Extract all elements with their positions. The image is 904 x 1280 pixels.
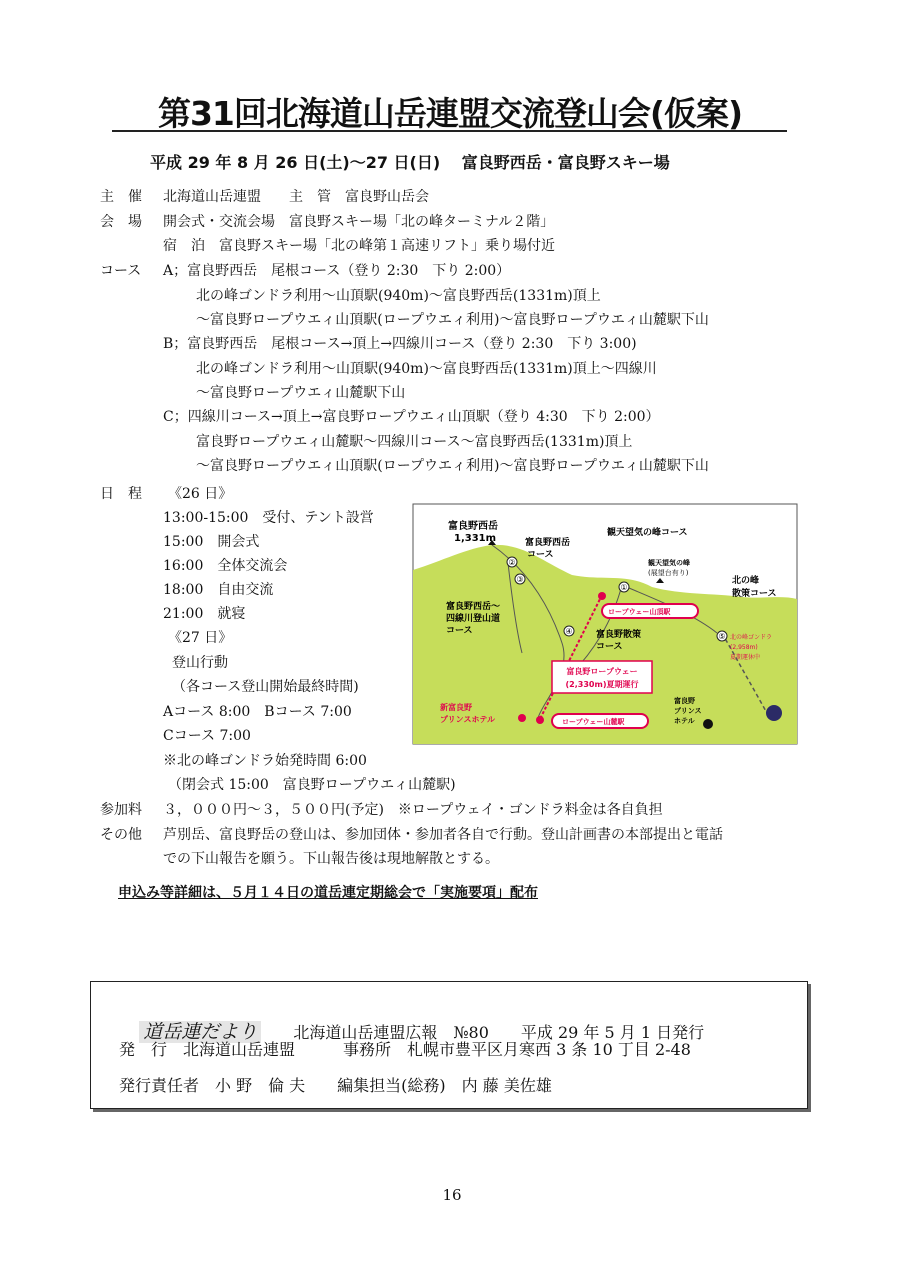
map-shisen: 富良野西岳～ xyxy=(446,602,501,612)
schedule-item: Aコース 8:00 Bコース 7:00 xyxy=(163,704,352,720)
map-furano-walk: 富良野散策 xyxy=(596,630,642,640)
map-ropeway-base: ロープウェー山麓駅 xyxy=(562,718,625,726)
schedule-item: 18:00 自由交流 xyxy=(163,582,274,598)
course-map xyxy=(412,503,798,745)
map-new-prince: プリンスホテル xyxy=(440,715,496,724)
application-notice: 申込み等詳細は、５月１４日の道岳連定期総会で「実施要項」配布 xyxy=(118,885,538,901)
marker-1-label: ① xyxy=(620,583,628,592)
schedule-item: 登山行動 xyxy=(172,655,228,671)
other-text: での下山報告を願う。下山報告後は現地解散とする。 xyxy=(163,851,499,867)
ropeway-base-dot xyxy=(536,716,544,724)
course-c-line: 富良野ロープウエィ山麓駅～四線川コース～富良野西岳(1331m)頂上 xyxy=(196,434,633,450)
map-ropeway: 富良野ロープウェー xyxy=(566,667,638,676)
venue-label: 会 場 xyxy=(100,214,142,230)
map-west-course: コース xyxy=(527,550,554,560)
course-b-line: 北の峰ゴンドラ利用～山頂駅(940m)～富良野西岳(1331m)頂上～四線川 xyxy=(196,361,657,377)
map-kitanomine: 北の峰 xyxy=(732,576,760,586)
map-new-prince: 新富良野 xyxy=(440,703,472,712)
marker-2-label: ② xyxy=(508,558,516,567)
other-label: その他 xyxy=(100,827,142,843)
gondola-base-icon xyxy=(766,705,782,721)
schedule-item: 13:00-15:00 受付、テント設営 xyxy=(163,510,374,526)
prince-hotel-dot xyxy=(703,719,713,729)
course-a-line: ～富良野ロープウエィ山頂駅(ロープウエィ利用)～富良野ロープウエィ山麓駅下山 xyxy=(196,312,709,328)
schedule-item: （閉会式 15:00 富良野ロープウエィ山麓駅) xyxy=(168,777,456,793)
course-a-heading: A；富良野西岳 尾根コース（登り 2:30 下り 2:00） xyxy=(163,263,511,279)
newsletter-editors: 発行責任者 小 野 倫 夫 編集担当(総務) 内 藤 美佐雄 xyxy=(119,1076,552,1095)
venue-text: 開会式・交流会場 富良野スキー場「北の峰ターミナル２階」 xyxy=(163,214,555,230)
map-kanten-note: (展望台有り) xyxy=(648,569,689,577)
schedule-item: 《27 日》 xyxy=(168,630,233,646)
course-b-line: ～富良野ロープウエィ山麓駅下山 xyxy=(196,385,406,401)
map-peak-name: 富良野西岳 xyxy=(448,521,498,532)
schedule-item: （各コース登山開始最終時間) xyxy=(172,679,359,695)
course-b-heading: B；富良野西岳 尾根コース→頂上→四線川コース（登り 2:30 下り 3:00) xyxy=(163,336,637,352)
other-text: 芦別岳、富良野岳の登山は、参加団体・参加者各自で行動。登山計画書の本部提出と電話 xyxy=(163,827,723,843)
schedule-label: 日 程 xyxy=(100,486,142,502)
map-kanten-course: 観天望気の峰コース xyxy=(607,528,688,538)
map-gondola: 北の峰ゴンドラ xyxy=(730,634,773,641)
course-c-line: ～富良野ロープウエィ山頂駅(ロープウエィ利用)～富良野ロープウエィ山麓駅下山 xyxy=(196,458,709,474)
page-title: 第31回北海道山岳連盟交流登山会(仮案) xyxy=(157,94,743,133)
map-peak-elev: 1,331m xyxy=(454,533,497,544)
map-kitanomine: 散策コース xyxy=(732,589,777,599)
schedule-item: Cコース 7:00 xyxy=(163,728,251,744)
schedule-item: ※北の峰ゴンドラ始発時間 6:00 xyxy=(163,753,367,769)
marker-5-label: ⑤ xyxy=(718,632,726,641)
page-number: 16 xyxy=(442,1186,462,1204)
marker-4-label: ④ xyxy=(565,627,573,636)
map-prince: 富良野 xyxy=(674,697,695,705)
map-furano-walk: コース xyxy=(596,642,623,652)
title-underline xyxy=(112,130,787,132)
lodging-text: 宿 泊 富良野スキー場「北の峰第１高速リフト」乗り場付近 xyxy=(163,238,555,254)
map-gondola: 夏期運休中 xyxy=(730,654,761,661)
newsletter-name: 道岳連だより xyxy=(139,1021,261,1043)
map-ropeway: (2,330m)夏期運行 xyxy=(565,680,639,689)
host-label: 主 催 xyxy=(100,189,142,205)
schedule-item: 21:00 就寝 xyxy=(163,606,246,622)
marker-3-label: ③ xyxy=(516,575,524,584)
ropeway-top-dot xyxy=(598,592,606,600)
newsletter-publisher: 発 行 北海道山岳連盟 事務所 札幌市豊平区月寒西 3 条 10 丁目 2-48 xyxy=(119,1040,691,1059)
map-shisen: コース xyxy=(446,626,473,636)
map-kanten-peak: 観天望気の峰 xyxy=(648,559,690,567)
map-west-course: 富良野西岳 xyxy=(525,538,571,548)
schedule-item: 16:00 全体交流会 xyxy=(163,558,288,574)
event-date-and-location: 平成 29 年 8 月 26 日(土)～27 日(日) 富良野西岳・富良野スキー場 xyxy=(150,153,670,172)
map-shisen: 四線川登山道 xyxy=(446,614,501,624)
course-c-heading: C；四線川コース→頂上→富良野ロープウエィ山頂駅（登り 4:30 下り 2:00） xyxy=(163,409,660,425)
course-label: コース xyxy=(100,263,142,279)
host-text: 北海道山岳連盟 主 管 富良野山岳会 xyxy=(163,189,429,205)
schedule-item: 《26 日》 xyxy=(168,486,233,502)
fee-label: 参加料 xyxy=(100,802,142,818)
new-prince-dot xyxy=(518,714,526,722)
fee-text: ３，０００円～３，５００円(予定) ※ロープウェイ・ゴンドラ料金は各自負担 xyxy=(163,802,663,818)
course-a-line: 北の峰ゴンドラ利用～山頂駅(940m)～富良野西岳(1331m)頂上 xyxy=(196,288,601,304)
newsletter-info-box xyxy=(90,981,808,1109)
map-prince: プリンス xyxy=(674,707,702,715)
schedule-item: 15:00 開会式 xyxy=(163,534,260,550)
map-ropeway-top: ロープウェー山頂駅 xyxy=(608,608,671,616)
newsletter-issue: 北海道山岳連盟広報 №80 平成 29 年 5 月 1 日発行 xyxy=(293,1023,705,1042)
map-prince: ホテル xyxy=(674,717,695,725)
map-gondola: (2,958m) xyxy=(730,644,758,651)
